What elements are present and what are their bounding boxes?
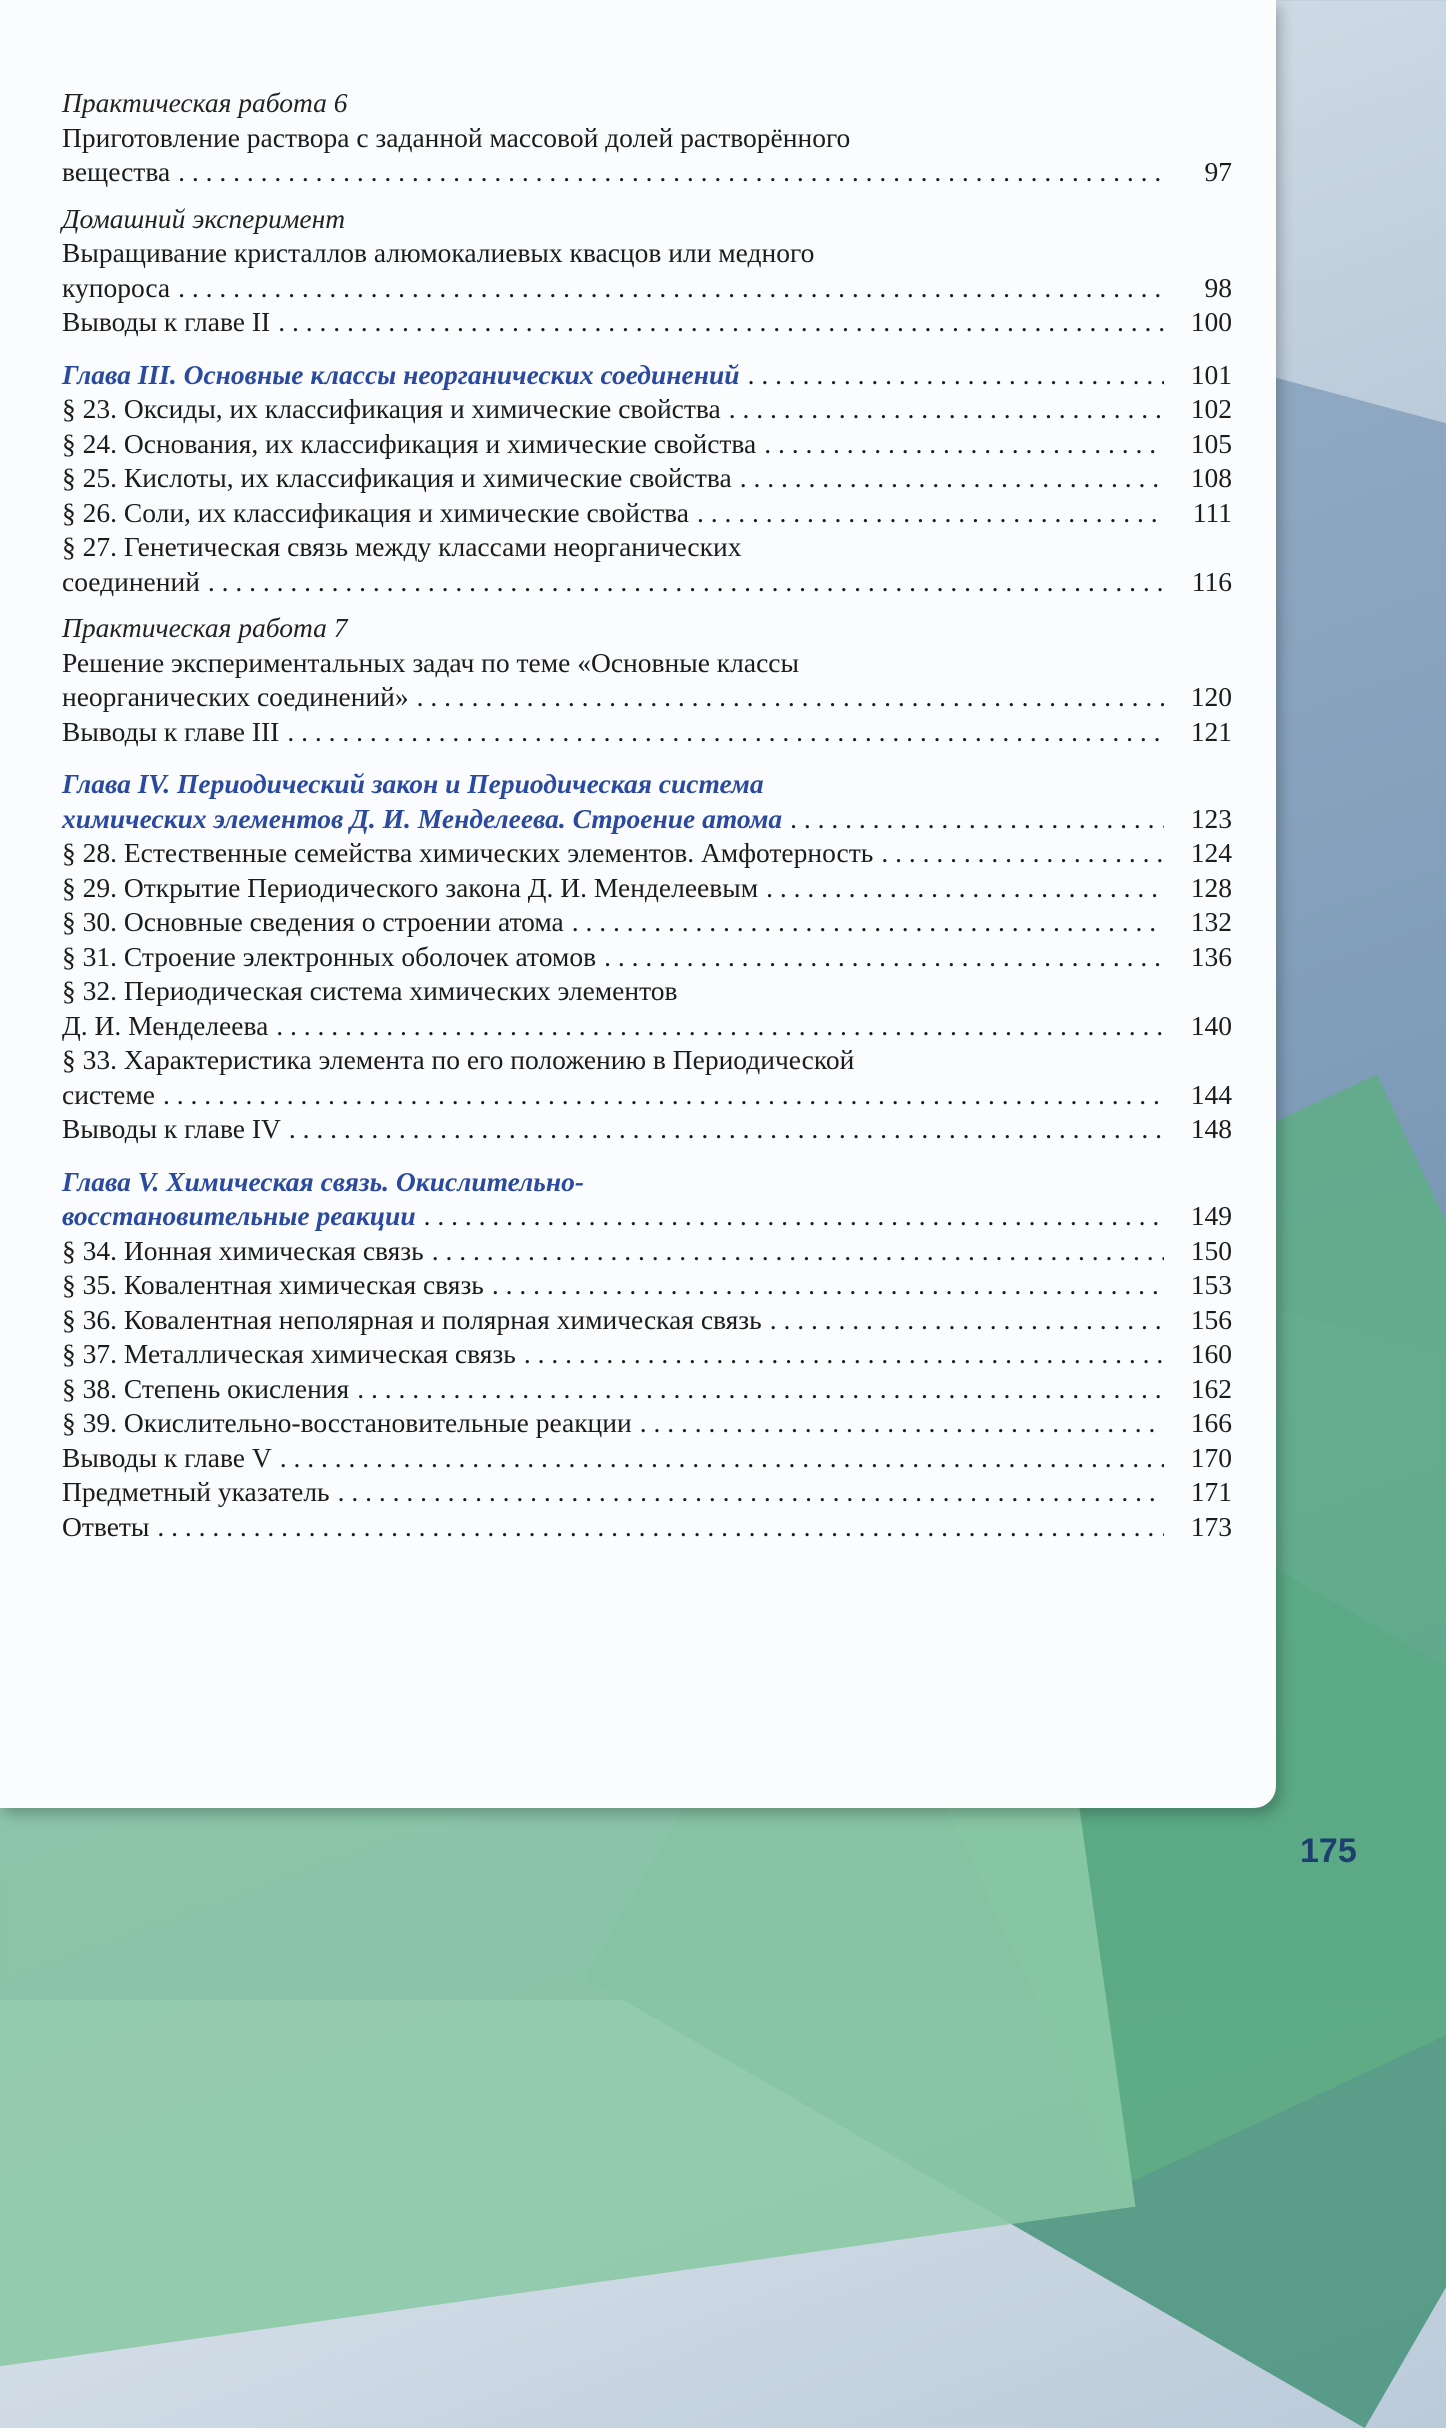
toc-entry-page: 108 [1190,462,1232,493]
toc-entry[interactable] [62,1268,1232,1303]
table-of-contents [62,86,1232,1544]
dot-leader [524,1337,1164,1372]
toc-entry[interactable] [62,271,1232,306]
toc-entry[interactable] [62,1234,1232,1269]
spacer [62,749,1232,767]
toc-entry-page: 171 [1190,1476,1232,1507]
dot-leader [280,1441,1164,1476]
toc-entry-label: § 29. Открытие Периодического закона Д. И. Менделеевым [62,871,759,903]
toc-entry-page: 97 [1204,156,1232,187]
toc-entry-label: неорганических соединений» [62,681,409,712]
toc-entry[interactable] [62,305,1232,340]
dot-leader [766,871,1164,906]
dot-leader [424,1199,1164,1234]
toc-entry-page: 136 [1190,940,1232,972]
toc-entry-label: § 38. Степень окисления [62,1372,350,1404]
dot-leader [287,715,1164,750]
dot-leader [276,1009,1164,1044]
toc-entry-page: 170 [1190,1441,1232,1473]
toc-entry[interactable] [62,940,1232,975]
toc-entry[interactable] [62,565,1232,600]
toc-chapter-entry[interactable] [62,1199,1232,1234]
toc-entry-label: § 37. Металлическая химическая связь [62,1338,516,1369]
toc-entry-label: Выводы к главе II [62,306,271,337]
toc-entry-label: соединений [62,565,200,597]
dot-leader [770,1303,1164,1338]
spacer [62,599,1232,611]
toc-entry-page: 116 [1191,565,1232,597]
toc-entry-label: § 35. Ковалентная химическая связь [62,1269,484,1300]
dot-leader [278,305,1164,340]
toc-entry-label: Выводы к главе V [62,1441,272,1473]
toc-text-line: § 33. Характеристика элемента по его положению в Периодической [62,1044,855,1075]
toc-entry[interactable] [62,1112,1232,1147]
toc-entry-label: химических элементов Д. И. Менделеева. Строение атома [62,802,783,834]
toc-entry[interactable] [62,680,1232,715]
toc-entry-label: § 28. Естественные семейства химических элементов. Амфотерность [62,837,874,868]
toc-entry-page: 144 [1190,1078,1232,1110]
toc-text-line: § 27. Генетическая связь между классами неорганических [62,531,742,562]
toc-entry-page: 120 [1190,681,1232,712]
toc-text-line: Решение экспериментальных задач по теме «Основные классы [62,646,799,678]
toc-entry-page: 128 [1190,871,1232,903]
toc-entry[interactable] [62,1337,1232,1372]
toc-entry-page: 148 [1190,1113,1232,1144]
toc-entry-page: 105 [1190,427,1232,459]
toc-entry-page: 166 [1190,1407,1232,1438]
dot-leader [417,680,1164,715]
dot-leader [178,155,1164,190]
page-number: 175 [1300,1832,1357,1870]
toc-entry-label: Предметный указатель [62,1476,330,1507]
toc-entry[interactable] [62,1303,1232,1338]
dot-leader [338,1475,1164,1510]
chapter-title-line: Глава IV. Периодический закон и Периодическая система [62,768,764,799]
section-heading: Практическая работа 7 [62,612,348,643]
toc-entry-label: § 34. Ионная химическая связь [62,1234,424,1266]
toc-entry-label: § 23. Оксиды, их классификация и химические свойства [62,393,721,424]
toc-entry-label: Д. И. Менделеева [62,1009,269,1041]
spacer [62,190,1232,202]
dot-leader [572,905,1164,940]
toc-text-line: Выращивание кристаллов алюмокалиевых квасцов или медного [62,237,815,268]
toc-entry-page: 111 [1192,496,1232,528]
dot-leader [764,427,1164,462]
dot-leader [640,1406,1164,1441]
dot-leader [163,1078,1164,1113]
dot-leader [881,836,1164,871]
toc-entry-label: § 36. Ковалентная неполярная и полярная химическая связь [62,1303,762,1335]
dot-leader [748,358,1164,393]
spacer [62,1147,1232,1165]
toc-entry-page: 121 [1190,715,1232,747]
toc-entry[interactable] [62,836,1232,871]
dot-leader [729,392,1164,427]
toc-text-line: Приготовление раствора с заданной массовой долей растворённого [62,121,851,153]
toc-entry[interactable] [62,496,1232,531]
toc-entry-label: § 30. Основные сведения о строении атома [62,906,564,937]
toc-entry-label: Выводы к главе IV [62,1113,281,1144]
toc-entry-label: § 39. Окислительно-восстановительные реакции [62,1407,632,1438]
toc-entry[interactable] [62,715,1232,750]
toc-entry[interactable] [62,1078,1232,1113]
toc-entry-page: 124 [1190,837,1232,868]
dot-leader [432,1234,1164,1269]
toc-entry-page: 156 [1190,1303,1232,1335]
toc-entry-page: 102 [1190,393,1232,424]
toc-entry[interactable] [62,1009,1232,1044]
dot-leader [157,1510,1164,1545]
toc-entry[interactable] [62,155,1232,190]
dot-leader [604,940,1164,975]
dot-leader [697,496,1164,531]
toc-entry-label: § 25. Кислоты, их классификация и химические свойства [62,462,732,493]
toc-entry-page: 160 [1190,1338,1232,1369]
section-heading: Домашний эксперимент [62,202,346,234]
toc-entry-page: 98 [1204,271,1232,303]
dot-leader [740,461,1164,496]
toc-entry[interactable] [62,905,1232,940]
toc-entry-page: 140 [1190,1009,1232,1041]
dot-leader [208,565,1164,600]
toc-entry[interactable] [62,1406,1232,1441]
toc-entry-page: 100 [1190,306,1232,337]
dot-leader [790,802,1164,837]
toc-text-line: § 32. Периодическая система химических элементов [62,975,678,1006]
toc-entry-label: вещества [62,156,171,187]
toc-entry[interactable] [62,392,1232,427]
toc-entry[interactable] [62,1475,1232,1510]
toc-entry-page: 123 [1190,802,1232,834]
toc-entry[interactable] [62,871,1232,906]
toc-entry-label: § 24. Основания, их классификация и химические свойства [62,427,757,459]
toc-entry[interactable] [62,1372,1232,1407]
toc-entry-page: 149 [1190,1200,1232,1231]
toc-entry-page: 153 [1190,1269,1232,1300]
toc-entry[interactable] [62,1510,1232,1545]
toc-entry-page: 101 [1190,358,1232,390]
toc-chapter-entry[interactable] [62,802,1232,837]
toc-entry-label: купороса [62,271,171,303]
toc-entry[interactable] [62,427,1232,462]
toc-entry-label: Ответы [62,1510,150,1542]
toc-entry[interactable] [62,461,1232,496]
toc-chapter-entry[interactable] [62,358,1232,393]
spacer [62,340,1232,358]
toc-entry-page: 162 [1190,1372,1232,1404]
dot-leader [492,1268,1164,1303]
toc-entry-page: 150 [1190,1234,1232,1266]
dot-leader [289,1112,1164,1147]
section-heading: Практическая работа 6 [62,87,348,118]
toc-entry-label: Глава III. Основные классы неорганических соединений [62,358,740,390]
dot-leader [178,271,1164,306]
toc-entry[interactable] [62,1441,1232,1476]
toc-entry-label: Выводы к главе III [62,715,280,747]
toc-entry-label: восстановительные реакции [62,1200,416,1231]
toc-entry-label: системе [62,1078,155,1110]
toc-entry-label: § 31. Строение электронных оболочек атомов [62,940,597,972]
toc-entry-page: 173 [1190,1510,1232,1542]
toc-entry-page: 132 [1190,906,1232,937]
chapter-title-line: Глава V. Химическая связь. Окислительно- [62,1165,585,1197]
toc-entry-label: § 26. Соли, их классификация и химические свойства [62,496,689,528]
dot-leader [357,1372,1164,1407]
